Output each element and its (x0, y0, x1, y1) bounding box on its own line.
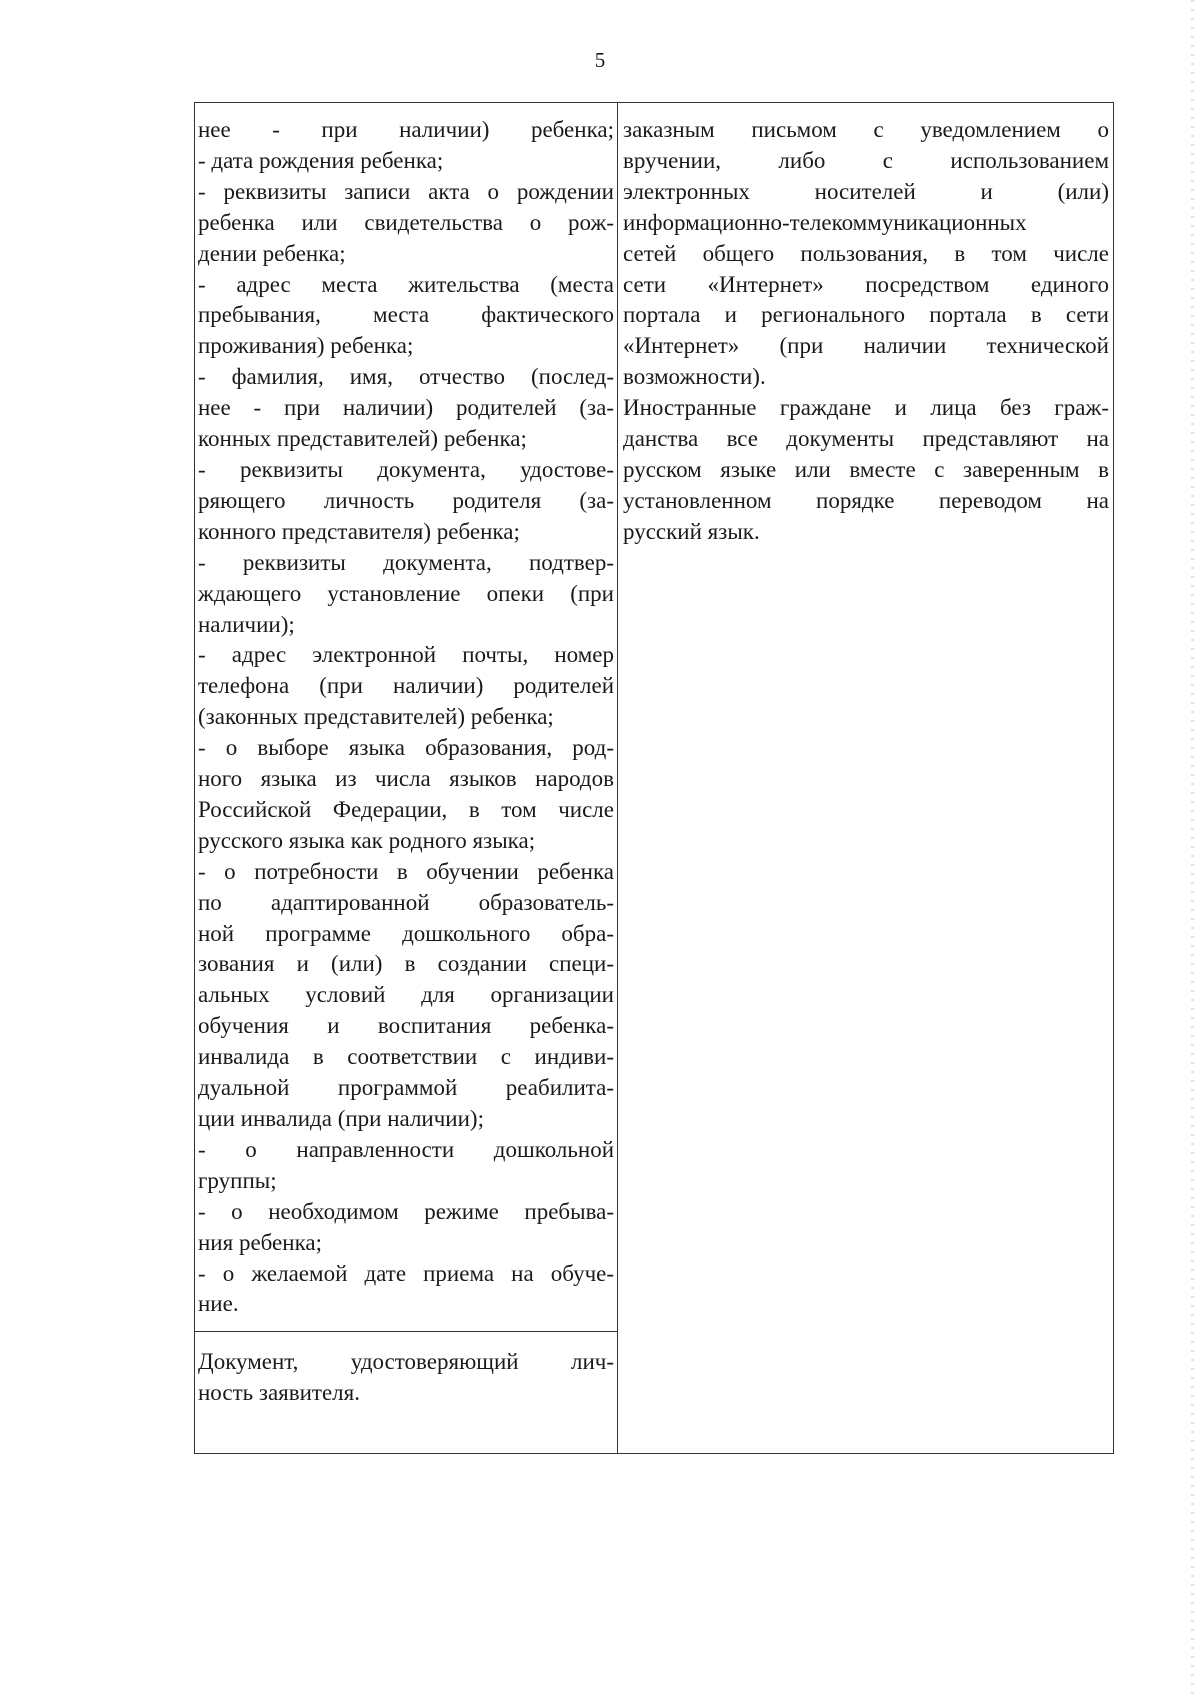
text-line: возможности). (623, 364, 766, 390)
text-line: портала и регионального портала в сети (623, 302, 1109, 328)
text-line: альных условий для организации (198, 982, 614, 1008)
table-cell-required-information (198, 115, 614, 1320)
text-line: информационно-телекоммуникационных (623, 209, 1027, 235)
text-line: ции инвалида (при наличии); (198, 1106, 484, 1131)
row-divider (195, 1331, 617, 1332)
text-line: (законных представителей) ребенка; (198, 704, 554, 730)
text-line: данства все документы представляют на (623, 426, 1109, 452)
text-line: - реквизиты записи акта о рождении (198, 178, 614, 204)
text-line: ния ребенка; (198, 1229, 322, 1255)
text-line: конных представителей) ребенка; (198, 426, 527, 452)
text-line: - о потребности в обучении ребенка (198, 858, 614, 884)
text-line: ждающего установление опеки (при (198, 580, 614, 606)
text-line: вручении, либо с использованием (623, 147, 1109, 173)
text-line: - реквизиты документа, подтвер- (198, 549, 614, 575)
text-line: сети «Интернет» посредством единого (623, 271, 1109, 297)
text-line: - фамилия, имя, отчество (послед- (198, 364, 614, 390)
text-line: телефона (при наличии) родителей (198, 673, 614, 699)
text-line: обучения и воспитания ребенка- (198, 1013, 614, 1039)
text-line: ного языка из числа языков народов (198, 766, 614, 792)
text-line: - о выборе языка образования, род- (198, 735, 614, 761)
text-line: - о необходимом режиме пребыва- (198, 1198, 614, 1224)
text-line: инвалида в соответствии с индиви- (198, 1044, 614, 1070)
text-line: сетей общего пользования, в том числе (623, 240, 1109, 266)
text-line: русском языке или вместе с заверенным в (623, 456, 1109, 482)
text-line: нее - при наличии) ребенка; (198, 117, 614, 142)
text-line: заказным письмом с уведомлением о (623, 117, 1109, 142)
text-line: наличии); (198, 611, 295, 637)
text-line: ребенка или свидетельства о рож- (198, 209, 614, 235)
text-line: русского языка как родного языка; (198, 827, 536, 853)
text-line: дуальной программой реабилита- (198, 1075, 614, 1101)
text-line: электронных носителей и (или) (623, 178, 1109, 204)
table-cell-submission-methods (623, 115, 1109, 548)
text-line: - реквизиты документа, удостове- (198, 456, 614, 482)
text-line: ние. (198, 1291, 239, 1317)
table-cell-identity-document (198, 1347, 614, 1409)
text-line: конного представителя) ребенка; (198, 518, 520, 544)
text-line: ной программе дошкольного обра- (198, 920, 614, 946)
text-line: установленном порядке переводом на (623, 487, 1109, 513)
text-line: Иностранные граждане и лица без граж- (623, 395, 1109, 421)
text-line: - адрес места жительства (места (198, 271, 614, 297)
text-line: - адрес электронной почты, номер (198, 642, 614, 668)
text-line: ряющего личность родителя (за- (198, 487, 614, 513)
text-line: нее - при наличии) родителей (за- (198, 395, 614, 421)
text-line: «Интернет» (при наличии технической (623, 333, 1109, 359)
text-line: дении ребенка; (198, 240, 346, 266)
column-divider (617, 103, 618, 1453)
text-line: по адаптированной образователь- (198, 889, 614, 915)
text-line: - о желаемой дате приема на обуче- (198, 1260, 614, 1286)
text-line: пребывания, места фактического (198, 302, 614, 328)
text-line: - дата рождения ребенка; (198, 147, 444, 173)
page-number: 5 (594, 48, 606, 72)
scan-edge-marks (1191, 0, 1194, 1696)
text-line: группы; (198, 1167, 277, 1193)
text-line: ность заявителя. (198, 1379, 360, 1405)
text-line: Российской Федерации, в том числе (198, 796, 614, 822)
text-line: - о направленности дошкольной (198, 1136, 614, 1162)
text-line: зования и (или) в создании специ- (198, 951, 614, 977)
text-line: Документ, удостоверяющий лич- (198, 1349, 614, 1374)
document-table (194, 102, 1114, 1454)
text-line: русский язык. (623, 518, 760, 544)
text-line: проживания) ребенка; (198, 333, 414, 359)
